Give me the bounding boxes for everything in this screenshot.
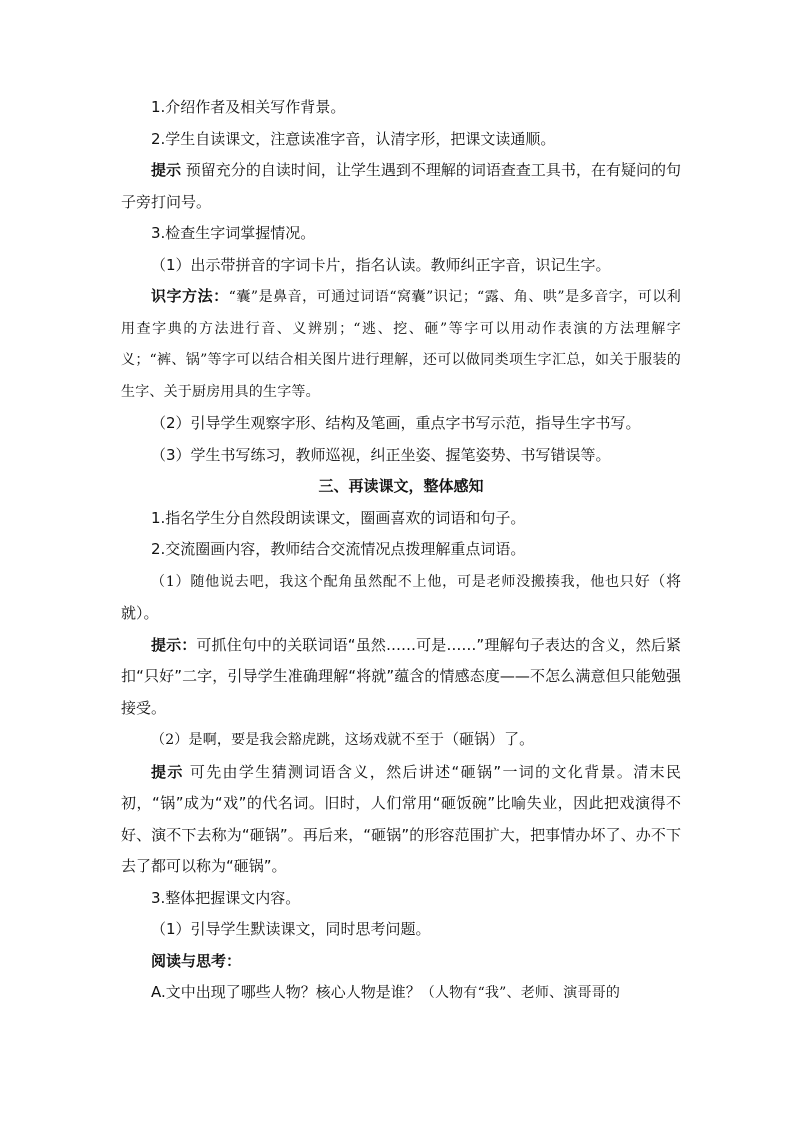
tip-label: 提示: [151, 161, 182, 179]
literacy-label: 识字方法：: [151, 287, 229, 305]
step-check-words: 3.检查生字词掌握情况。: [151, 224, 316, 242]
step-self-read: 2.学生自读课文，注意读准字音，认清字形，把课文读通顺。: [151, 129, 556, 148]
tip-text: 可抓住句中的关联词语“虽然……可是……”理解句子表达的含义，然后紧扣“只好”二字，引导学生准确理解“将就”蕴含的情感态度——不怎么满意但只能勉强接受。: [121, 635, 681, 717]
step-intro-author: 1.介绍作者及相关写作背景。: [151, 98, 346, 116]
tip-example-1: [121, 630, 681, 725]
document-page: [121, 92, 681, 1010]
example-sentence-1-text: （1）随他说去吧，我这个配角虽然配不上他，可是老师没搬揍我，他也只: [151, 573, 635, 590]
substep-observe-glyphs: （2）引导学生观察字形、结构及笔画，重点字书写示范，指导生字书写。: [151, 414, 641, 432]
step-exchange: 2.交流圈画内容，教师结合交流情况点拨理解重点词语。: [151, 540, 526, 558]
step-grasp-content: 3.整体把握课文内容。: [151, 888, 301, 907]
example-sentence-1-word: 好（将就）。: [121, 571, 681, 622]
substep-word-cards: （1）出示带拼音的字词卡片，指名认读。教师纠正字音，识记生字。: [151, 255, 611, 274]
example-sentence-2-word: （砸锅）了。: [444, 730, 535, 748]
substep-silent-read: （1）引导学生默读课文，同时思考问题。: [151, 920, 431, 938]
question-a-text: A.文中出现了哪些人物？核心人物是谁？: [151, 983, 421, 1001]
tip-label: 提示：: [151, 635, 197, 654]
tip-text: 预留充分的自读时间，让学生遇到不理解的词语查查工具书，在有疑问的句子旁打问号。: [121, 161, 681, 211]
tip-text: 可先由学生猜测词语含义，然后讲述“砸锅”一词的文化背景。清末民初，“锅”成为“戏”的代名词。旧时，人们常用“砸饭碗”比喻失业，因此把戏演得不好、演不下去称为“砸锅”。再后来，“砸锅”的形容范围扩大，把事情办坏了、办不下去了都可以称为“砸锅”。: [121, 762, 681, 875]
section-heading: 三、再读课文，整体感知: [318, 477, 484, 495]
tip-self-read: [121, 155, 681, 218]
substep-writing-practice: （3）学生书写练习，教师巡视，纠正坐姿、握笔姿势、书写错误等。: [151, 445, 611, 464]
example-sentence-1: [121, 566, 681, 630]
example-sentence-2-text: （2）是啊，要是我会豁虎跳，这场戏就不至于: [151, 732, 445, 748]
tip-label: 提示: [151, 762, 184, 781]
reading-thinking-label: 阅读与思考：: [151, 951, 242, 970]
example-sentence-2: [121, 724, 681, 757]
literacy-method: [121, 281, 681, 408]
question-a-answer: （人物有“我”、老师、演哥哥的: [420, 985, 621, 1001]
tip-example-2: [121, 757, 681, 883]
literacy-text: “囊”是鼻音，可通过词语“窝囊”识记；“露、角、哄”是多音字，可以利用查字典的方法进行音、义辨别；“逃、挖、砸”等字可以用动作表演的方法理解字义；“裤、锅”等字可以结合相关图片进行理解，还可以做同类项生字汇总，如关于服装的生字、关于厨房用具的生字等。: [121, 289, 681, 400]
step-read-aloud: 1.指名学生分自然段朗读课文，圈画喜欢的词语和句子。: [151, 508, 526, 527]
question-a: [121, 977, 681, 1010]
